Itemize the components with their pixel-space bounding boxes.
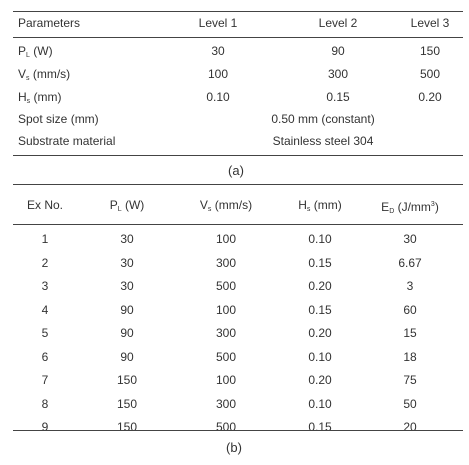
table-b-hatch-spacing-cell: 0.20 — [308, 373, 332, 387]
table-b-hatch-spacing-cell: 0.20 — [308, 279, 332, 293]
table-b-energy-density-cell: 30 — [403, 232, 417, 246]
table-b-ex-no-cell: 7 — [41, 373, 49, 387]
table-b-hatch-spacing-cell: 0.10 — [308, 349, 332, 364]
table-a-spot-size-label: Spot size (mm) — [18, 112, 99, 126]
table-a-value: 150 — [419, 44, 441, 58]
table-b-header-scan-speed: $V_s$ (mm/s) — [199, 198, 253, 213]
table-a-value: 90 — [331, 44, 345, 58]
table-b-header-hatch-spacing: $H_s$ (mm) — [298, 198, 342, 213]
table-b-energy-density-cell: 3 — [406, 279, 414, 293]
table-b-ex-no-cell: 4 — [41, 302, 49, 317]
table-b-header-laser-power: $P_L$ (W) — [109, 198, 145, 213]
table-b-header-ex-no: Ex No. — [26, 198, 64, 212]
table-b-ex-no-cell: 6 — [41, 349, 49, 364]
table-b-hatch-spacing-cell: 0.10 — [308, 396, 332, 411]
table-b-energy-density-cell: 60 — [403, 302, 417, 317]
table-b-energy-density-cell: 18 — [403, 349, 417, 364]
table-a-value: 500 — [419, 67, 441, 81]
table-b-scan-speed-cell: 500 — [215, 349, 237, 364]
table-a-substrate-label: Substrate material — [18, 134, 116, 148]
table-a-header-level-2: Level 2 — [318, 16, 358, 30]
table-b-scan-speed-cell: 300 — [215, 326, 237, 340]
table-a-header-level-1: Level 1 — [198, 16, 238, 30]
table-a-caption: (a) — [228, 163, 244, 178]
table-a-value: 100 — [207, 67, 229, 81]
table-b-header-rule — [13, 224, 463, 225]
table-a-bottom-rule — [13, 155, 463, 156]
table-b-hatch-spacing-cell: 0.20 — [308, 326, 332, 340]
table-b-caption: (b) — [226, 440, 242, 455]
table-b-laser-power-cell: 90 — [120, 326, 134, 340]
table-b-energy-density-cell: 50 — [403, 396, 417, 411]
table-b-laser-power-cell: 30 — [120, 232, 134, 246]
table-b-hatch-spacing-cell: 0.15 — [308, 420, 332, 434]
table-a-header-level-3: Level 3 — [410, 16, 450, 30]
table-b-scan-speed-cell: 500 — [215, 279, 237, 293]
table-a-value: 300 — [327, 67, 349, 81]
table-b-ex-no-cell: 3 — [41, 279, 49, 293]
table-b-scan-speed-cell: 100 — [215, 373, 237, 387]
table-b-laser-power-cell: 30 — [120, 279, 134, 293]
table-b-scan-speed-cell: 100 — [215, 302, 237, 317]
table-b-laser-power-cell: 90 — [120, 349, 134, 364]
table-a-value: 30 — [211, 44, 225, 58]
table-a-param-laser-power: $P_L$ (W) — [18, 44, 53, 59]
table-b-ex-no-cell: 9 — [41, 420, 49, 434]
table-b-laser-power-cell: 150 — [116, 373, 138, 387]
table-a-substrate-value: Stainless steel 304 — [272, 134, 374, 148]
table-b-scan-speed-cell: 300 — [215, 396, 237, 411]
table-b-top-rule — [13, 184, 463, 185]
table-a-value: 0.10 — [206, 90, 230, 104]
table-a-spot-size-value: 0.50 mm (constant) — [271, 112, 375, 126]
table-b-scan-speed-cell: 500 — [215, 420, 237, 434]
table-a-value: 0.15 — [326, 90, 350, 104]
table-b-ex-no-cell: 2 — [41, 255, 49, 270]
table-a-param-hatch-spacing: $H_s$ (mm) — [18, 90, 62, 105]
table-a-value: 0.20 — [418, 90, 442, 104]
table-b-energy-density-cell: 15 — [403, 326, 417, 340]
table-a-param-scan-speed: $V_s$ (mm/s) — [18, 67, 71, 82]
table-b-laser-power-cell: 150 — [116, 420, 138, 434]
table-b-scan-speed-cell: 300 — [215, 255, 237, 270]
table-b-ex-no-cell: 5 — [41, 326, 49, 340]
table-b-ex-no-cell: 8 — [41, 396, 49, 411]
table-a-header-rule — [13, 37, 463, 38]
table-b-laser-power-cell: 90 — [120, 302, 134, 317]
table-b-hatch-spacing-cell: 0.15 — [308, 255, 332, 270]
table-a-header-parameters: Parameters — [18, 16, 81, 30]
table-b-header-energy-density: $E_D$ $(J/mm^3)$ — [381, 200, 439, 215]
table-b-energy-density-cell: 75 — [403, 373, 417, 387]
table-b-energy-density-cell: 20 — [403, 420, 417, 434]
table-b-laser-power-cell: 30 — [120, 255, 134, 270]
table-a-top-rule — [13, 11, 463, 12]
table-b-laser-power-cell: 150 — [116, 396, 138, 411]
table-b-bottom-rule — [13, 430, 463, 431]
table-b-ex-no-cell: 1 — [41, 232, 49, 246]
table-b-energy-density-cell: 6.67 — [398, 255, 422, 270]
table-b-hatch-spacing-cell: 0.10 — [308, 232, 332, 246]
table-b-scan-speed-cell: 100 — [215, 232, 237, 246]
table-b-hatch-spacing-cell: 0.15 — [308, 302, 332, 317]
